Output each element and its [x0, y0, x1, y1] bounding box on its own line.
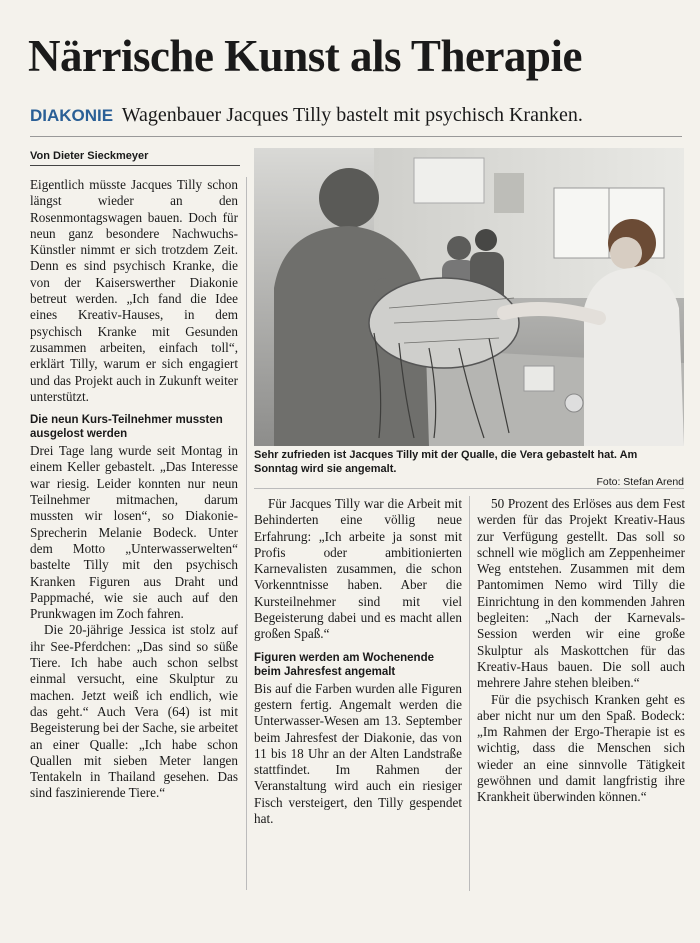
intertitle: Die neun Kurs-Teilnehmer mussten ausgelost werden — [30, 414, 223, 441]
column-divider — [469, 496, 470, 891]
caption-text: Sehr zufrieden ist Jacques Tilly mit der Qualle, die Vera gebastelt hat. Am Sonntag wird sie angemalt. — [254, 449, 638, 475]
subheadline-text: Wagenbauer Jacques Tilly bastelt mit psychisch Kranken. — [121, 104, 583, 126]
column-2 — [254, 496, 462, 827]
paragraph: 50 Prozent des Erlöses aus dem Fest werden für das Projekt Kreativ-Haus zur Verfügung gestellt. Das soll so schnell wie möglich am Zeppenheimer Weg entstehen. Zusammen mit dem Pantomimen Nemo wird Tilly die Einrichtung in den kommenden Jahren begleiten: „Nach der Karnevals-Session werden wir eine große Skulptur als Maskottchen für das Kreativ-Haus bauen. Die soll auch mehrere Jahre stehen bleiben.“ — [477, 496, 685, 691]
byline: Von Dieter Sieckmeyer — [30, 150, 240, 166]
headline: Närrische Kunst als Therapie — [28, 31, 582, 81]
paragraph: Eigentlich müsste Jacques Tilly schon längst wieder an den Rosenmontagswagen bauen. Doch für neun ganz besondere Nachwuchs-Künstler nimmt er sich trotzdem Zeit. Denn es sind psychisch Kranke, die von der Kaiserswerther Diakonie betreut werden. „Ich fand die Idee eines Kreativ-Hauses, in dem psychisch Kranke mit Gesunden zusammen arbeiten, einfach toll“, erklärt Tilly, warum er sich engagiert und das Projekt auch in Zukunft weiter unterstützt. — [30, 177, 238, 404]
article-photo — [254, 148, 684, 446]
photo-caption — [254, 449, 684, 490]
column-3 — [477, 496, 685, 806]
kicker: DIAKONIE — [30, 106, 114, 125]
intertitle: Figuren werden am Wochenende beim Jahresfest angemalt — [254, 651, 434, 678]
paragraph: Für Jacques Tilly war die Arbeit mit Behinderten eine völlig neue Erfahrung: „Ich arbeite ja sonst mit Profis oder ambitionierten Karnevalisten zusammen, die schon Vorkenntnisse haben. Aber die Kursteilnehmer sind mit viel Begeisterung dabei und es macht allen großen Spaß.“ — [254, 496, 462, 642]
caption-rule — [254, 488, 684, 489]
subheadline — [30, 103, 680, 127]
paragraph: Bis auf die Farben wurden alle Figuren gestern fertig. Angemalt werden die Unterwasser-Wesen am 13. September beim Jahresfest der Diakonie, das von 11 bis 18 Uhr an der Alten Landstraße stattfindet. Im Rahmen der Veranstaltung wird auch ein riesiger Fisch versteigert, den Tilly gespendet hat. — [254, 680, 462, 827]
paragraph: Drei Tage lang wurde seit Montag in einem Keller gebastelt. „Das Interesse war riesig. Leider konnten nur neun Teilnehmer mitmachen, darum mussten wir losen“, so Diakonie-Sprecherin Melanie Bodeck. Unter dem Motto „Unterwasserwelten“ bastelte Tilly mit den psychisch Kranken Figuren aus Draht und Pappmaché, wie sie auch auf den Prunkwagen im Zoch fahren. — [30, 443, 238, 622]
column-divider — [246, 177, 247, 890]
header-rule — [30, 136, 682, 137]
paragraph: Für die psychisch Kranken geht es aber nicht nur um den Spaß. Bodeck: „Im Rahmen der Ergo-Therapie ist es wichtig, dass die Menschen sich wieder an eine sinnvolle Tätigkeit gewöhnen und damit langfristig ihre Krankheit überwinden können.“ — [477, 691, 685, 805]
column-1 — [30, 177, 238, 802]
photo-credit: Foto: Stefan Arend — [596, 476, 684, 488]
paragraph: Die 20-jährige Jessica ist stolz auf ihr See-Pferdchen: „Das sind so süße Tiere. Ich habe auch schon selbst einmal versucht, eine Skulptur zu machen. Jetzt weiß ich endlich, wie das geht.“ Auch Vera (64) ist mit Begeisterung bei der Sache, sie arbeitet an einer Qualle: „Ich habe schon Quallen mit sieben Meter langen Tentakeln in Thailand gesehen. Das sind faszinierende Tiere.“ — [30, 622, 238, 801]
photo-workshop-illustration — [254, 148, 684, 446]
